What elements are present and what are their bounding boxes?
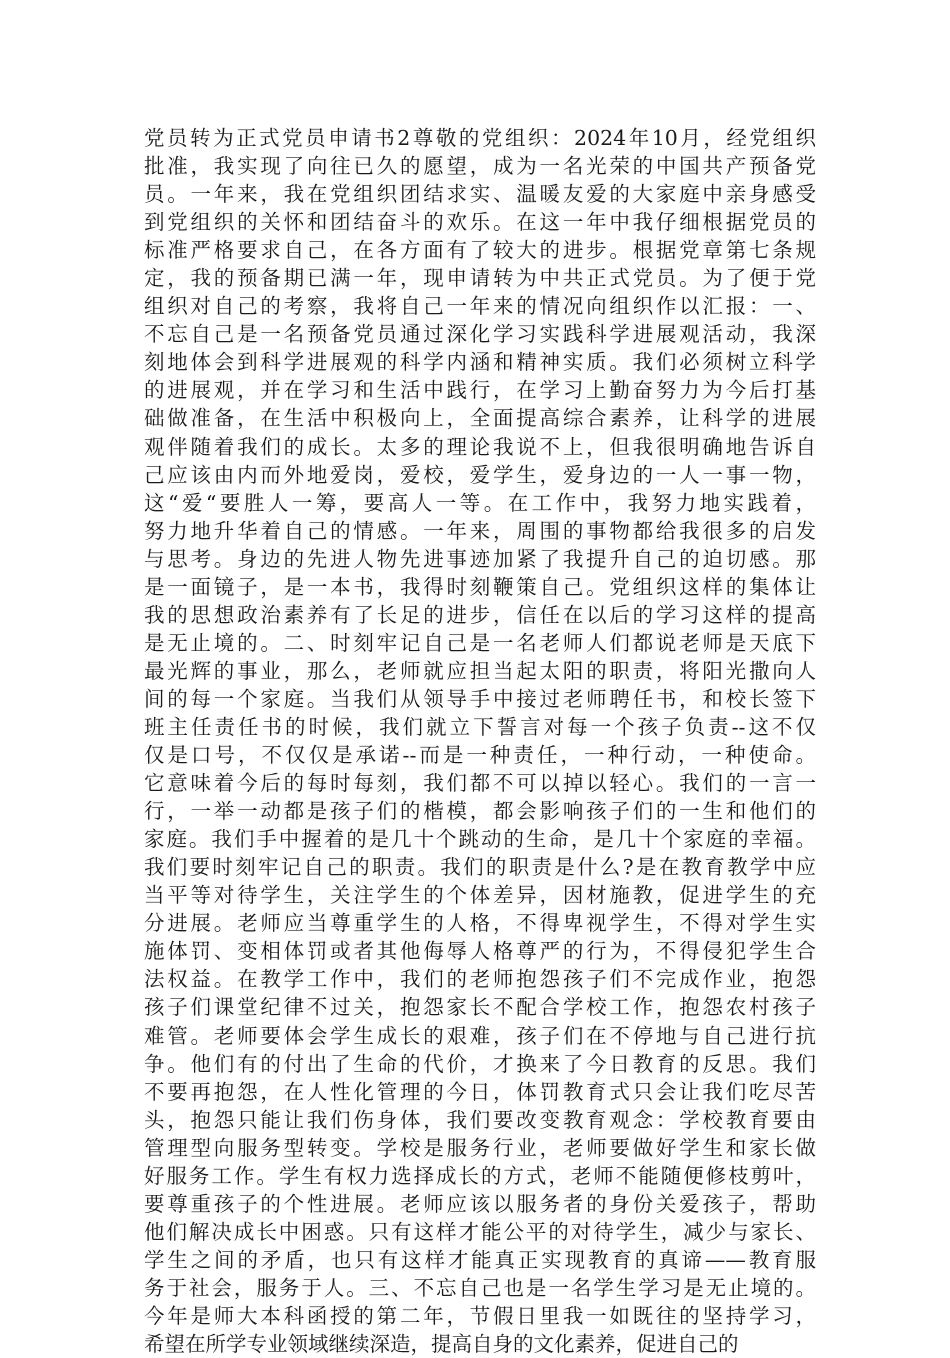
text-line: 标准严格要求自己，在各方面有了较大的进步。根据党章第七条规 bbox=[144, 238, 816, 263]
text-line: 务于社会，服务于人。三、不忘自己也是一名学生学习是无止境的。 bbox=[144, 1275, 816, 1300]
text-line: 今年是师大本科函授的第二年，节假日里我一如既往的坚持学习， bbox=[144, 1303, 816, 1328]
text-line: 的进展观，并在学习和生活中践行，在学习上勤奋努力为今后打基 bbox=[144, 378, 816, 403]
text-line: 础做准备，在生活中积极向上，全面提高综合素养，让科学的进展 bbox=[144, 406, 816, 431]
text-line: 与思考。身边的先进人物先进事迹加紧了我提升自己的迫切感。那 bbox=[144, 546, 816, 571]
text-line: 行，一举一动都是孩子们的楷模，都会影响孩子们的一生和他们的 bbox=[144, 799, 816, 824]
text-line: 它意味着今后的每时每刻，我们都不可以掉以轻心。我们的一言一 bbox=[144, 771, 816, 796]
text-line: 到党组织的关怀和团结奋斗的欢乐。在这一年中我仔细根据党员的 bbox=[144, 210, 816, 235]
text-line: 组织对自己的考察，我将自己一年来的情况向组织作以汇报：一、 bbox=[144, 294, 816, 319]
text-line: 管理型向服务型转变。学校是服务行业，老师要做好学生和家长做 bbox=[144, 1135, 816, 1160]
text-line: 是无止境的。二、时刻牢记自己是一名老师人们都说老师是天底下 bbox=[144, 630, 816, 655]
text-line: 学生之间的矛盾，也只有这样才能真正实现教育的真谛——教育服 bbox=[144, 1247, 816, 1272]
text-line: 我们要时刻牢记自己的职责。我们的职责是什么?是在教育教学中应 bbox=[144, 855, 816, 880]
text-line: 我的思想政治素养有了长足的进步，信任在以后的学习这样的提高 bbox=[144, 602, 816, 627]
text-line: 这“爱“要胜人一筹，要高人一等。在工作中，我努力地实践着， bbox=[144, 490, 816, 515]
text-line: 法权益。在教学工作中，我们的老师抱怨孩子们不完成作业，抱怨 bbox=[144, 967, 816, 992]
text-line: 党员转为正式党员申请书2尊敬的党组织：2024年10月，经党组织 bbox=[144, 126, 816, 150]
text-line: 不忘自己是一名预备党员通过深化学习实践科学进展观活动，我深 bbox=[144, 322, 816, 347]
text-line: 定，我的预备期已满一年，现申请转为中共正式党员。为了便于党 bbox=[144, 266, 816, 291]
body-text bbox=[144, 124, 816, 1358]
text-line: 最光辉的事业，那么，老师就应担当起太阳的职责，将阳光撒向人 bbox=[144, 658, 816, 683]
text-line: 争。他们有的付出了生命的代价，才换来了今日教育的反思。我们 bbox=[144, 1051, 816, 1076]
text-line: 他们解决成长中困惑。只有这样才能公平的对待学生，减少与家长、 bbox=[144, 1219, 816, 1244]
text-line: 难管。老师要体会学生成长的艰难，孩子们在不停地与自己进行抗 bbox=[144, 1023, 816, 1048]
text-line: 己应该由内而外地爱岗，爱校，爱学生，爱身边的一人一事一物， bbox=[144, 462, 816, 487]
text-line: 批准，我实现了向往已久的愿望，成为一名光荣的中国共产预备党 bbox=[144, 154, 816, 179]
text-line: 希望在所学专业领域继续深造，提高自身的文化素养，促进自己的 bbox=[144, 1332, 739, 1357]
text-line: 员。一年来，我在党组织团结求实、温暖友爱的大家庭中亲身感受 bbox=[144, 182, 816, 207]
text-line: 当平等对待学生，关注学生的个体差异，因材施教，促进学生的充 bbox=[144, 883, 816, 908]
text-line: 努力地升华着自己的情感。一年来，周围的事物都给我很多的启发 bbox=[144, 518, 816, 543]
text-line: 分进展。老师应当尊重学生的人格，不得卑视学生，不得对学生实 bbox=[144, 911, 816, 936]
text-line: 不要再抱怨，在人性化管理的今日，体罚教育式只会让我们吃尽苦 bbox=[144, 1079, 816, 1104]
text-line: 间的每一个家庭。当我们从领导手中接过老师聘任书，和校长签下 bbox=[144, 686, 816, 711]
text-line: 孩子们课堂纪律不过关，抱怨家长不配合学校工作，抱怨农村孩子 bbox=[144, 995, 816, 1020]
text-line: 施体罚、变相体罚或者其他侮辱人格尊严的行为，不得侵犯学生合 bbox=[144, 939, 816, 964]
text-line: 好服务工作。学生有权力选择成长的方式，老师不能随便修枝剪叶， bbox=[144, 1163, 816, 1188]
text-line: 班主任责任书的时候，我们就立下誓言对每一个孩子负责--这不仅 bbox=[144, 714, 816, 739]
text-line: 家庭。我们手中握着的是几十个跳动的生命，是几十个家庭的幸福。 bbox=[144, 827, 816, 852]
text-line: 刻地体会到科学进展观的科学内涵和精神实质。我们必须树立科学 bbox=[144, 350, 816, 375]
text-line: 头，抱怨只能让我们伤身体，我们要改变教育观念：学校教育要由 bbox=[144, 1107, 816, 1132]
text-line: 观伴随着我们的成长。太多的理论我说不上，但我很明确地告诉自 bbox=[144, 434, 816, 459]
text-line: 要尊重孩子的个性进展。老师应该以服务者的身份关爱孩子，帮助 bbox=[144, 1191, 816, 1216]
text-line: 仅是口号，不仅仅是承诺--而是一种责任，一种行动，一种使命。 bbox=[144, 743, 816, 768]
text-line: 是一面镜子，是一本书，我得时刻鞭策自己。党组织这样的集体让 bbox=[144, 574, 816, 599]
